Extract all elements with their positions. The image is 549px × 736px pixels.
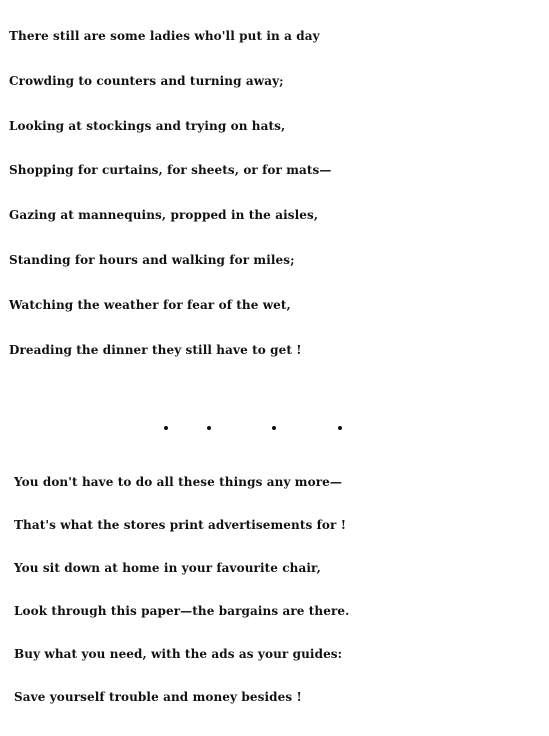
poem-line: Watching the weather for fear of the wet, bbox=[9, 297, 291, 312]
divider-dot bbox=[164, 426, 168, 430]
poem-line: Look through this paper—the bargains are there. bbox=[14, 604, 350, 618]
poem-line: Looking at stockings and trying on hats, bbox=[9, 118, 286, 133]
divider-dot bbox=[272, 426, 276, 430]
poem-line: Save yourself trouble and money besides ! bbox=[14, 690, 302, 704]
poem-line: Gazing at mannequins, propped in the aisles, bbox=[9, 208, 319, 223]
poem-line: Crowding to counters and turning away; bbox=[9, 73, 284, 88]
poem-line: There still are some ladies who'll put in a day bbox=[9, 29, 320, 43]
poem-line: Buy what you need, with the ads as your guides: bbox=[14, 647, 343, 661]
poem-line: Shopping for curtains, for sheets, or for mats— bbox=[9, 163, 332, 178]
poem-line: You sit down at home in your favourite chair, bbox=[14, 561, 321, 575]
poem-line: Dreading the dinner they still have to get ! bbox=[9, 342, 302, 357]
stanza-one bbox=[0, 14, 549, 372]
stanza-two bbox=[0, 461, 549, 719]
stanza-divider bbox=[0, 418, 549, 438]
poem-line: That's what the stores print advertisements for ! bbox=[14, 518, 347, 532]
divider-dot bbox=[338, 426, 342, 430]
poem-line: You don't have to do all these things any more— bbox=[14, 475, 342, 489]
poem-line: Standing for hours and walking for miles; bbox=[9, 252, 295, 267]
divider-dot bbox=[207, 426, 211, 430]
